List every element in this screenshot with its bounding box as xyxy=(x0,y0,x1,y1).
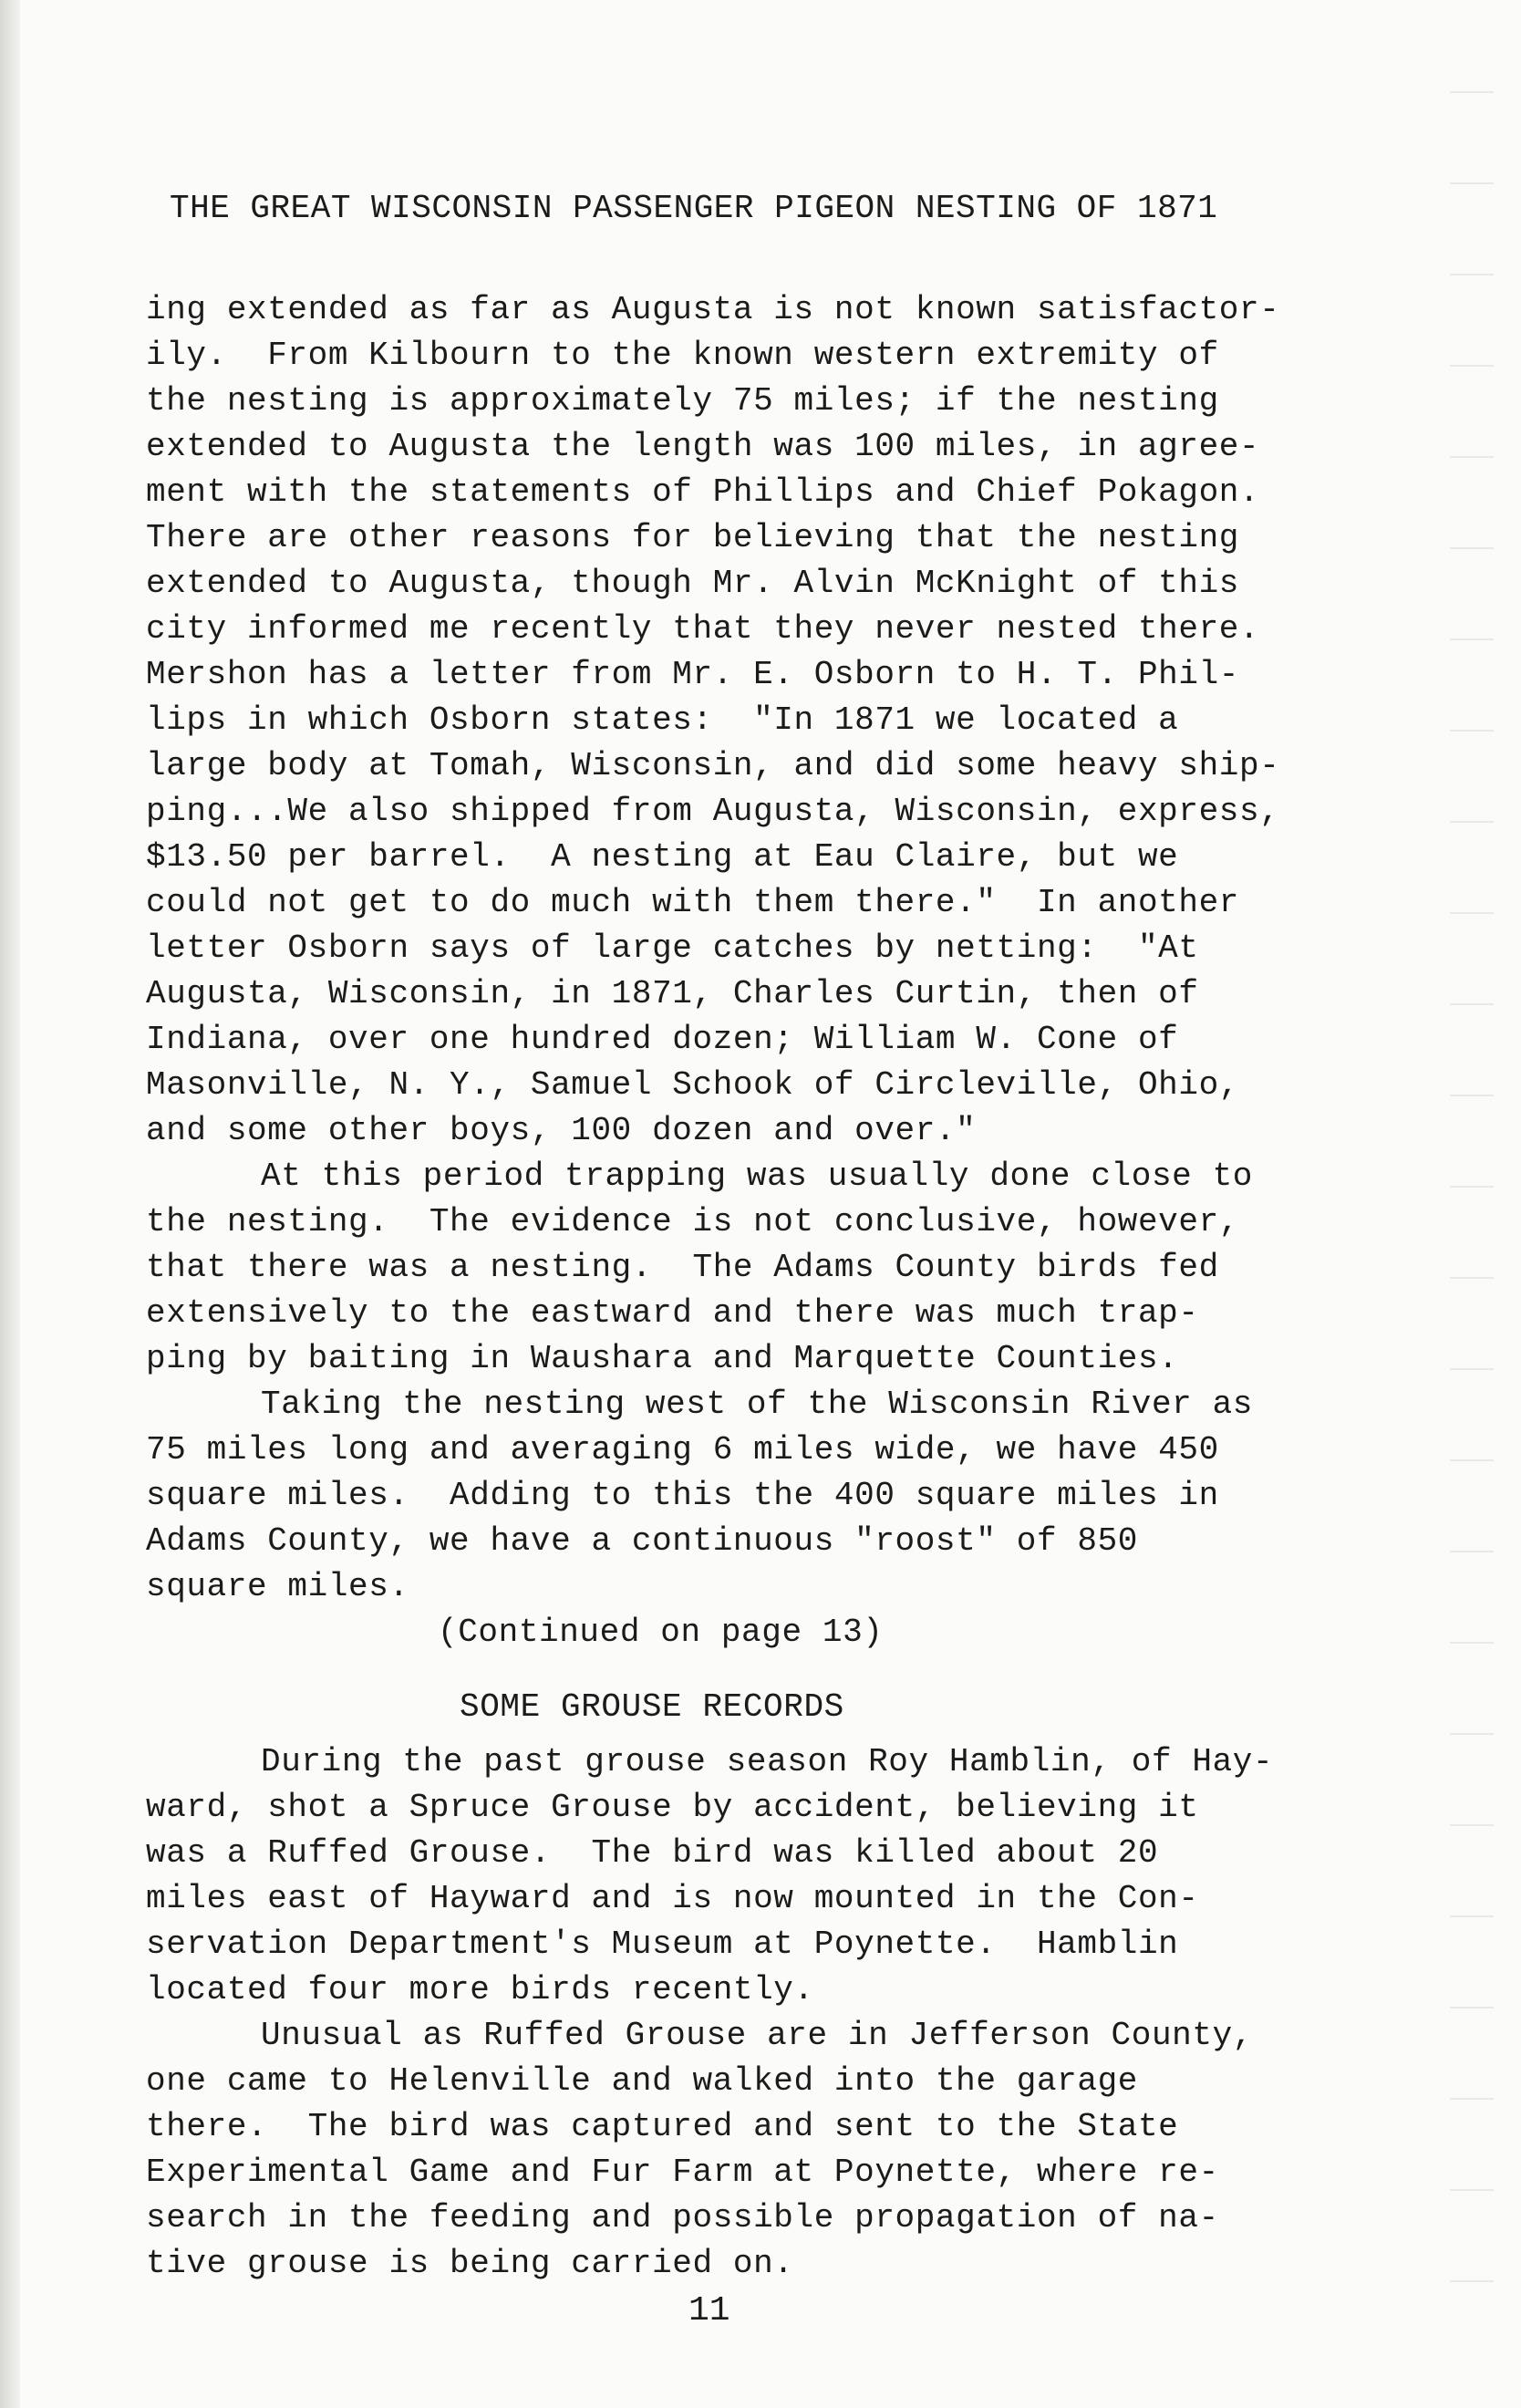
article-line: the nesting. The evidence is not conclusive, however, xyxy=(146,1203,1239,1240)
article-line: square miles. Adding to this the 400 square miles in xyxy=(146,1477,1219,1514)
article-line: Taking the nesting west of the Wisconsin River as xyxy=(261,1386,1253,1423)
grouse-line: one came to Helenville and walked into the garage xyxy=(146,2062,1138,2100)
grouse-line: servation Department's Museum at Poynette. Hamblin xyxy=(146,1925,1179,1963)
article-line: and some other boys, 100 dozen and over." xyxy=(146,1112,977,1149)
page-header-title: THE GREAT WISCONSIN PASSENGER PIGEON NESTING OF 1871 xyxy=(170,190,1218,227)
article-line: extensively to the eastward and there was much trap- xyxy=(146,1294,1199,1332)
faint-bleed-through xyxy=(1450,55,1494,2335)
scan-edge-shadow xyxy=(0,0,20,2408)
article-line: There are other reasons for believing that the nesting xyxy=(146,519,1239,556)
article-line: ment with the statements of Phillips and Chief Pokagon. xyxy=(146,473,1260,511)
page-number: 11 xyxy=(688,2291,730,2330)
article-line: the nesting is approximately 75 miles; if the nesting xyxy=(146,382,1219,420)
grouse-line: tive grouse is being carried on. xyxy=(146,2245,794,2282)
grouse-line: search in the feeding and possible propagation of na- xyxy=(146,2199,1219,2237)
grouse-line: located four more birds recently. xyxy=(146,1971,814,2008)
grouse-line: there. The bird was captured and sent to the State xyxy=(146,2108,1179,2145)
article-line: extended to Augusta, though Mr. Alvin McKnight of this xyxy=(146,565,1239,602)
grouse-line: miles east of Hayward and is now mounted in the Con- xyxy=(146,1880,1199,1917)
article-line: ing extended as far as Augusta is not known satisfactor- xyxy=(146,291,1280,328)
article-line: 75 miles long and averaging 6 miles wide, we have 450 xyxy=(146,1431,1219,1469)
article-line: ping by baiting in Waushara and Marquette Counties. xyxy=(146,1340,1179,1377)
grouse-line: Unusual as Ruffed Grouse are in Jefferson County, xyxy=(261,2017,1253,2054)
grouse-line: During the past grouse season Roy Hamblin, of Hay- xyxy=(261,1743,1274,1780)
continued-note: (Continued on page 13) xyxy=(438,1614,884,1651)
article-line: lips in which Osborn states: "In 1871 we located a xyxy=(146,701,1179,739)
article-line: ily. From Kilbourn to the known western extremity of xyxy=(146,337,1219,374)
grouse-line: Experimental Game and Fur Farm at Poynette, where re- xyxy=(146,2154,1219,2191)
grouse-line: ward, shot a Spruce Grouse by accident, believing it xyxy=(146,1789,1199,1826)
article-line: Adams County, we have a continuous "roost" of 850 xyxy=(146,1522,1138,1560)
article-line: square miles. xyxy=(146,1568,409,1605)
page-body xyxy=(146,287,1441,2287)
article-line: letter Osborn says of large catches by netting: "At xyxy=(146,929,1199,967)
grouse-line: was a Ruffed Grouse. The bird was killed about 20 xyxy=(146,1834,1159,1872)
article-line: that there was a nesting. The Adams County birds fed xyxy=(146,1249,1219,1286)
article-line: city informed me recently that they never nested there. xyxy=(146,610,1260,648)
article-line: extended to Augusta the length was 100 miles, in agree- xyxy=(146,428,1260,465)
article-line: large body at Tomah, Wisconsin, and did some heavy ship- xyxy=(146,747,1280,784)
article-line: $13.50 per barrel. A nesting at Eau Claire, but we xyxy=(146,838,1179,876)
article-line: Masonville, N. Y., Samuel Schook of Circleville, Ohio, xyxy=(146,1066,1239,1104)
article-line: could not get to do much with them there." In another xyxy=(146,884,1239,921)
article-line: Augusta, Wisconsin, in 1871, Charles Curtin, then of xyxy=(146,975,1199,1012)
section-title: SOME GROUSE RECORDS xyxy=(460,1688,844,1726)
article-line: Indiana, over one hundred dozen; William W. Cone of xyxy=(146,1021,1179,1058)
article-line: Mershon has a letter from Mr. E. Osborn to H. T. Phil- xyxy=(146,656,1239,693)
article-line: ping...We also shipped from Augusta, Wisconsin, express, xyxy=(146,793,1280,830)
article-line: At this period trapping was usually done close to xyxy=(261,1157,1253,1195)
